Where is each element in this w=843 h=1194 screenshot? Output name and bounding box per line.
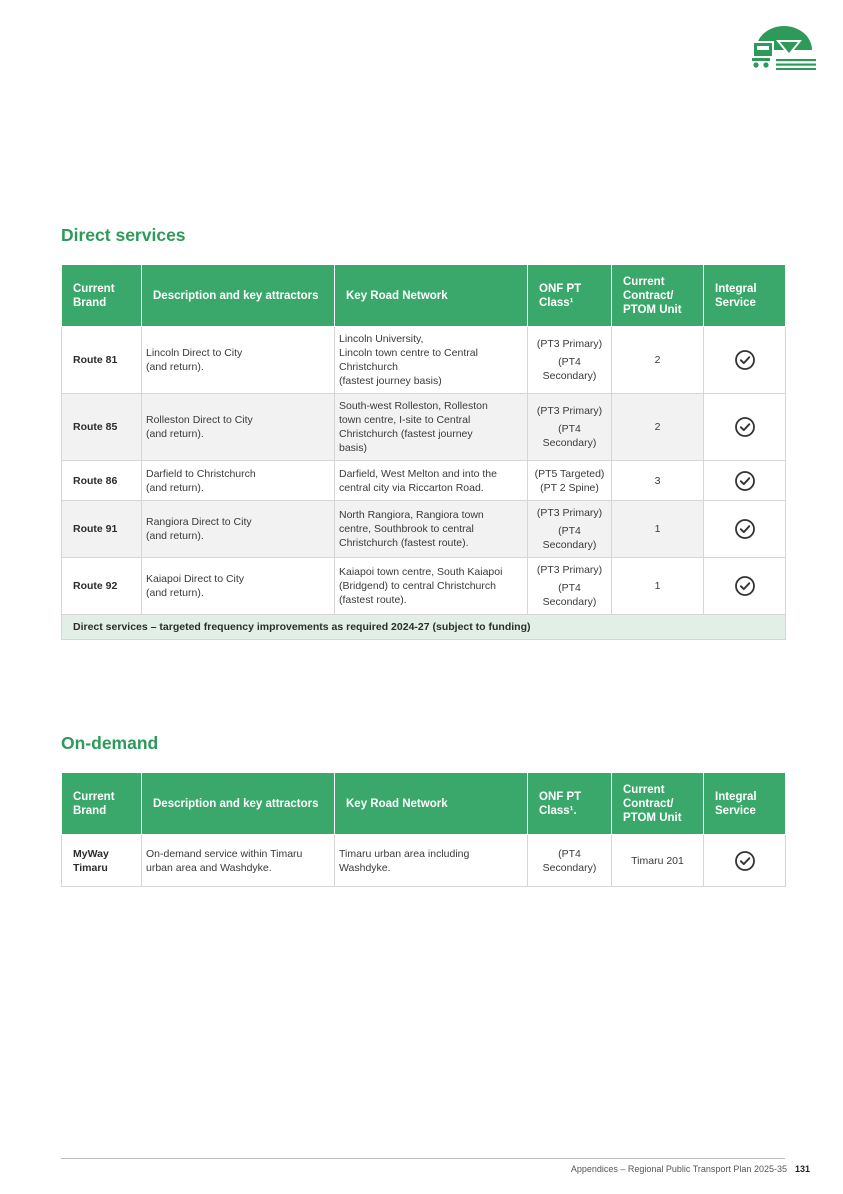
onf-class-cell — [528, 501, 612, 558]
header-current-brand: Current Brand — [62, 773, 142, 835]
road-network-cell — [335, 394, 528, 461]
road-line: (fastest journey basis) — [339, 375, 442, 387]
desc-line: Darfield to Christchurch — [146, 467, 256, 480]
direct-services-table — [61, 264, 786, 640]
table-row — [62, 558, 786, 615]
brand-cell: Route 81 — [62, 327, 142, 394]
footer-divider — [61, 1158, 785, 1159]
road-line: Christchurch (fastest journey — [339, 428, 473, 440]
road-network-cell — [335, 461, 528, 501]
road-line: Lincoln University, — [339, 333, 424, 345]
onf-line: (PT4 — [558, 847, 581, 860]
description-cell — [142, 394, 335, 461]
road-network-cell — [335, 835, 528, 887]
direct-services-title: Direct services — [61, 225, 186, 245]
page-footer — [571, 1164, 810, 1174]
onf-line: (PT4 — [558, 423, 581, 435]
brand-cell: Route 85 — [62, 394, 142, 461]
table-header-row — [62, 265, 786, 327]
header-onf-pt-class: ONF PT Class¹. — [528, 773, 612, 835]
brand-cell — [62, 835, 142, 887]
contract-cell: Timaru 201 — [612, 835, 704, 887]
onf-line: Secondary) — [542, 539, 597, 551]
road-network-cell — [335, 558, 528, 615]
road-network-cell — [335, 327, 528, 394]
check-circle-icon — [734, 575, 756, 597]
onf-line: (PT 2 Spine) — [540, 481, 599, 494]
transport-logo — [750, 26, 818, 70]
table-footer-row — [62, 615, 786, 640]
road-line: centre, Southbrook to central — [339, 523, 474, 535]
header-contract: Current Contract/ PTOM Unit — [612, 265, 704, 327]
onf-class-cell — [528, 835, 612, 887]
onf-line: Secondary) — [542, 861, 597, 874]
contract-cell: 1 — [612, 501, 704, 558]
brand-cell: Route 86 — [62, 461, 142, 501]
description-cell — [142, 461, 335, 501]
onf-class-cell — [528, 461, 612, 501]
page-number: 131 — [794, 1164, 810, 1174]
description-cell — [142, 835, 335, 887]
on-demand-title: On-demand — [61, 733, 159, 753]
header-current-brand: Current Brand — [62, 265, 142, 327]
road-network-cell — [335, 501, 528, 558]
direct-services-note: Direct services – targeted frequency improvements as required 2024-27 (subject to funding) — [62, 615, 786, 640]
check-circle-icon — [734, 518, 756, 540]
check-circle-icon — [734, 349, 756, 371]
check-circle-icon — [734, 850, 756, 872]
contract-cell: 3 — [612, 461, 704, 501]
integral-service-cell — [704, 394, 786, 461]
road-line: Lincoln town centre to Central — [339, 347, 478, 359]
road-line: (Bridgend) to central Christchurch — [339, 580, 496, 592]
description-cell — [142, 558, 335, 615]
integral-service-cell — [704, 327, 786, 394]
onf-line: (PT3 Primary) — [536, 405, 603, 417]
onf-line: (PT5 Targeted) — [534, 467, 605, 480]
desc-line: (and return). — [146, 530, 204, 542]
onf-line: (PT4 — [558, 525, 581, 537]
onf-class-cell — [528, 558, 612, 615]
contract-cell: 2 — [612, 327, 704, 394]
desc-line: Lincoln Direct to City — [146, 347, 243, 359]
brand-line: Timaru — [73, 861, 108, 874]
header-contract: Current Contract/ PTOM Unit — [612, 773, 704, 835]
onf-line: (PT4 — [558, 356, 581, 368]
table-row — [62, 501, 786, 558]
brand-cell: Route 92 — [62, 558, 142, 615]
desc-line: On-demand service within Timaru — [146, 847, 303, 860]
table-row — [62, 327, 786, 394]
on-demand-table — [61, 772, 786, 887]
desc-line: urban area and Washdyke. — [146, 861, 272, 874]
onf-line: Secondary) — [542, 437, 597, 449]
onf-class-cell — [528, 394, 612, 461]
road-line: basis) — [339, 442, 368, 454]
desc-line: Rangiora Direct to City — [146, 516, 252, 528]
description-cell — [142, 501, 335, 558]
table-row — [62, 461, 786, 501]
desc-line: (and return). — [146, 428, 204, 440]
brand-cell: Route 91 — [62, 501, 142, 558]
desc-line: Rolleston Direct to City — [146, 414, 253, 426]
road-line: town centre, I-site to Central — [339, 414, 471, 426]
onf-line: (PT4 — [558, 582, 581, 594]
desc-line: (and return). — [146, 481, 204, 494]
header-integral-service: Integral Service — [704, 265, 786, 327]
table-row — [62, 394, 786, 461]
road-line: Christchurch (fastest route). — [339, 537, 469, 549]
header-description: Description and key attractors — [142, 265, 335, 327]
desc-line: Kaiapoi Direct to City — [146, 573, 245, 585]
onf-class-cell — [528, 327, 612, 394]
integral-service-cell — [704, 558, 786, 615]
table-header-row — [62, 773, 786, 835]
onf-line: (PT3 Primary) — [536, 338, 603, 350]
description-cell — [142, 327, 335, 394]
road-line: (fastest route). — [339, 594, 407, 606]
road-line: South-west Rolleston, Rolleston — [339, 400, 488, 412]
check-circle-icon — [734, 470, 756, 492]
check-circle-icon — [734, 416, 756, 438]
header-integral-service: Integral Service — [704, 773, 786, 835]
brand-line: MyWay — [73, 847, 109, 860]
road-line: central city via Riccarton Road. — [339, 481, 484, 494]
table-row — [62, 835, 786, 887]
desc-line: (and return). — [146, 587, 204, 599]
contract-cell: 1 — [612, 558, 704, 615]
onf-line: (PT3 Primary) — [536, 507, 603, 519]
header-key-road-network: Key Road Network — [335, 265, 528, 327]
integral-service-cell — [704, 461, 786, 501]
footer-document-title: Appendices – Regional Public Transport Plan 2025-35 — [570, 1164, 787, 1174]
header-onf-pt-class: ONF PT Class¹ — [528, 265, 612, 327]
header-key-road-network: Key Road Network — [335, 773, 528, 835]
header-description: Description and key attractors — [142, 773, 335, 835]
road-line: North Rangiora, Rangiora town — [339, 509, 484, 521]
onf-line: Secondary) — [542, 596, 597, 608]
road-line: Christchurch — [339, 361, 398, 373]
onf-line: Secondary) — [542, 370, 597, 382]
onf-line: (PT3 Primary) — [536, 564, 603, 576]
contract-cell: 2 — [612, 394, 704, 461]
road-line: Timaru urban area including — [339, 847, 470, 860]
integral-service-cell — [704, 835, 786, 887]
road-line: Washdyke. — [339, 861, 391, 874]
road-line: Darfield, West Melton and into the — [339, 467, 497, 480]
desc-line: (and return). — [146, 361, 204, 373]
integral-service-cell — [704, 501, 786, 558]
road-line: Kaiapoi town centre, South Kaiapoi — [339, 566, 503, 578]
